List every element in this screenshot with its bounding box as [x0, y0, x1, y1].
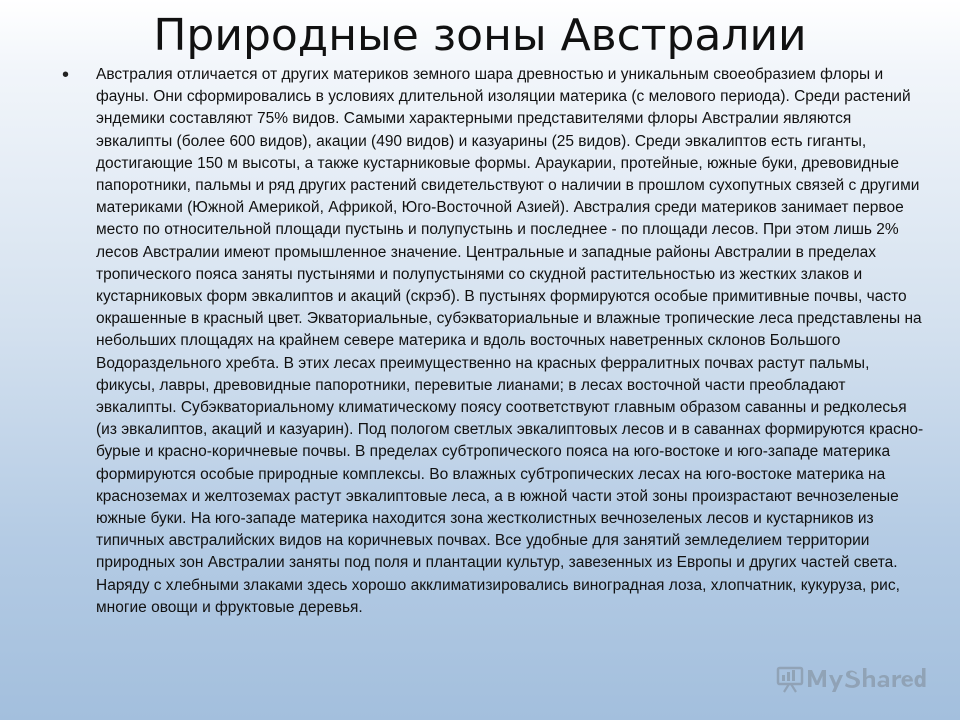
slide-title: Природные зоны Австралии [153, 10, 807, 61]
myshared-watermark [776, 662, 926, 694]
slide-content [60, 64, 930, 619]
bullet-item [60, 64, 930, 619]
body-paragraph: Австралия отличается от других материков земного шара древностью и уникальным своеобразием флоры и фауны. Они сформировались в условиях длительной изоляции материка (с мелового периода). Среди растений эндемики составляют 75% видов. Самыми характерными представителями флоры Австралии являются эвкалипты (более 600 видов), акации (490 видов) и казуарины (25 видов). Среди эвкалиптов есть гиганты, достигающие 150 м высоты, а также кустарниковые формы. Араукарии, протейные, южные буки, древовидные папоротники, пальмы и ряд других растений свидетельствуют о наличии в прошлом сухопутных связей с другими материками (Южной Америкой, Африкой, Юго-Восточной Азией). Австралия среди материков занимает первое место по относительной площади пустынь и полупустынь и последнее - по площади лесов. При этом лишь 2% лесов Австралии имеют промышленное значение. Центральные и западные районы Австралии в пределах тропического пояса заняты пустынями и полупустынями со скудной растительностью из жестких злаков и кустарниковых форм эвкалиптов и акаций (скрэб). В пустынях формируются особые примитивные почвы, часто окрашенные в красный цвет. Экваториальные, субэкваториальные и влажные тропические леса представлены на небольших площадях на крайнем севере материка и вдоль восточных наветренных склонов Большого Водораздельного хребта. В этих лесах преимущественно на красных ферралитных почвах растут пальмы, фикусы, лавры, древовидные папоротники, перевитые лианами; в лесах восточной части преобладают эвкалипты. Субэкваториальному климатическому поясу соответствуют главным образом саванны и редколесья (из эвкалиптов, акаций и казуарин). Под пологом светлых эвкалиптовых лесов и в саваннах формируются красно-бурые и красно-коричневые почвы. В пределах субтропического пояса на юго-востоке и юго-западе материка формируются особые природные комплексы. Во влажных субтропических лесах на юго-востоке материка на красноземах и желтоземах растут эвкалиптовые леса, а в южной части этой зоны произрастают вечнозеленые южные буки. На юго-западе материка находится зона жестколистных вечнозеленых лесов и кустарников из типичных австралийских видов на коричневых почвах. Все удобные для занятий земледелием территории природных зон Австралии заняты под поля и плантации культур, завезенных из Европы и других частей света. Наряду с хлебными злаками здесь хорошо акклиматизировались виноградная лоза, хлопчатник, кукуруза, рис, многие овощи и фруктовые деревья. [96, 66, 924, 616]
presentation-icon [778, 668, 802, 692]
bullet-icon: • [62, 64, 70, 86]
watermark-lettering [808, 668, 926, 692]
